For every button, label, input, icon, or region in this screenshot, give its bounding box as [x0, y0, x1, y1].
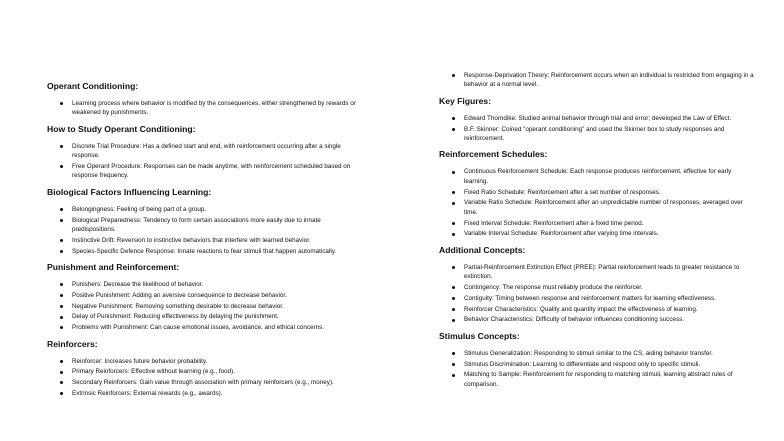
list-item: Stimulus Discrimination: Learning to differentiate and respond only to specific stimuli.	[439, 360, 754, 369]
list-item: Species-Specific Defence Response: Innate reactions to fear stimuli that happen automatically.	[47, 247, 362, 256]
section-operant-conditioning	[47, 81, 382, 118]
list-item: Fixed Interval Schedule: Reinforcement after a fixed time period.	[439, 219, 754, 228]
list-item: Punishers: Decrease the likelihood of behavior.	[47, 280, 362, 289]
bullet-list	[47, 142, 382, 181]
bullet-list	[47, 357, 382, 399]
section-additional-concepts	[439, 245, 774, 325]
list-item: Problems with Punishment: Can cause emotional issues, avoidance, and ethical concerns.	[47, 323, 362, 332]
list-item: Discrete Trial Procedure: Has a defined start and end, with reinforcement occurring after a single response.	[47, 142, 362, 161]
section-heading: How to Study Operant Conditioning:	[47, 123, 196, 134]
section-heading: Reinforcement Schedules:	[439, 149, 548, 160]
section-heading: Additional Concepts:	[439, 244, 526, 255]
section-biological-factors-influencing-learning	[47, 187, 382, 256]
list-item: Free Operant Procedure: Responses can be made anytime, with reinforcement scheduled based on response frequency.	[47, 162, 362, 181]
bullet-list	[439, 71, 774, 90]
list-item: Contingency: The response must reliably produce the reinforcer.	[439, 283, 754, 292]
section-continued	[439, 71, 774, 90]
list-item: Continuous Reinforcement Schedule: Each response produces reinforcement, effective for early learning.	[439, 167, 754, 186]
section-key-figures	[439, 96, 774, 144]
list-item: Negative Punishment: Removing something desirable to decrease behavior.	[47, 302, 362, 311]
list-item: Fixed Ratio Schedule: Reinforcement after a set number of responses.	[439, 188, 754, 197]
list-item: Contiguity: Timing between response and reinforcement matters for learning effectiveness.	[439, 294, 754, 303]
list-item: Positive Punishment: Adding an aversive consequence to decrease behavior.	[47, 291, 362, 300]
list-item: Matching to Sample: Reinforcement for responding to matching stimuli, learning abstract rules of comparison.	[439, 370, 754, 389]
section-stimulus-concepts	[439, 331, 774, 389]
section-heading: Punishment and Reinforcement:	[47, 262, 180, 273]
list-item: Belongingness: Feeling of being part of a group.	[47, 205, 362, 214]
list-item: Delay of Punishment: Reducing effectiveness by delaying the punishment.	[47, 312, 362, 321]
list-item: Reinforcer: Increases future behavior probability.	[47, 357, 362, 366]
section-heading: Key Figures:	[439, 95, 492, 106]
list-item: Instinctive Drift: Reversion to instinctive behaviors that interfere with learned behavior.	[47, 236, 362, 245]
bullet-list	[439, 114, 774, 144]
section-heading: Stimulus Concepts:	[439, 330, 520, 341]
list-item: Variable Ratio Schedule: Reinforcement after an unpredictable number of responses, averaged over time.	[439, 198, 754, 217]
bullet-list	[47, 205, 382, 256]
section-punishment-and-reinforcement	[47, 262, 382, 333]
bullet-list	[439, 263, 774, 325]
section-reinforcers	[47, 339, 382, 399]
list-item: Behavior Characteristics: Difficulty of behavior influences conditioning success.	[439, 315, 754, 324]
list-item: Extrinsic Reinforcers: External rewards (e.g., awards).	[47, 389, 362, 398]
section-how-to-study-operant-conditioning	[47, 124, 382, 181]
list-item: Learning process where behavior is modified by the consequences, either strengthened by rewards or weakened by punishments.	[47, 99, 362, 118]
bullet-list	[439, 349, 774, 389]
list-item: B.F. Skinner: Coined "operant conditioning" and used the Skinner box to study responses and reinforcement.	[439, 125, 754, 144]
section-heading: Biological Factors Influencing Learning:	[47, 186, 212, 197]
list-item: Partial-Reinforcement Extinction Effect (PREE): Partial reinforcement leads to greater resistance to extinction.	[439, 263, 754, 282]
bullet-list	[47, 280, 382, 333]
section-reinforcement-schedules	[439, 149, 774, 238]
list-item: Response-Deprivation Theory: Reinforcement occurs when an individual is restricted from engaging in a behavior at a normal level.	[439, 71, 754, 90]
bullet-list	[439, 167, 774, 238]
section-heading: Reinforcers:	[47, 338, 98, 349]
list-item: Edward Thorndike: Studied animal behavior through trial and error; developed the Law of Effect.	[439, 114, 754, 123]
list-item: Stimulus Generalization: Responding to stimuli similar to the CS, aiding behavior transfer.	[439, 349, 754, 358]
list-item: Reinforcer Characteristics: Quality and quantity impact the effectiveness of learning.	[439, 305, 754, 314]
left-column	[47, 81, 382, 404]
list-item: Biological Preparedness: Tendency to form certain associations more easily due to innate predispositions.	[47, 216, 362, 235]
list-item: Primary Reinforcers: Effective without learning (e.g., food).	[47, 367, 362, 376]
section-heading: Operant Conditioning:	[47, 81, 139, 91]
right-column	[439, 71, 774, 395]
list-item: Secondary Reinforcers: Gain value through association with primary reinforcers (e.g., money).	[47, 378, 362, 387]
bullet-list	[47, 99, 382, 118]
list-item: Variable Interval Schedule: Reinforcement after varying time intervals.	[439, 229, 754, 238]
